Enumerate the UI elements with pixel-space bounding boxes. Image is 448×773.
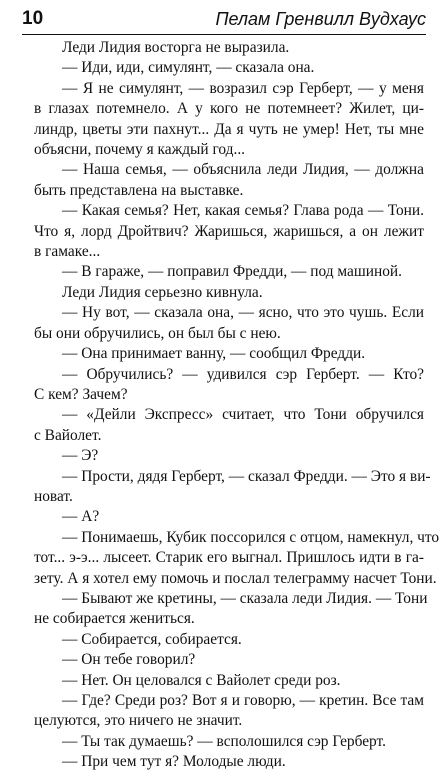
text-line: объясни, почему я каждый год... (34, 141, 246, 159)
text-line: — Ты так думаешь? — всполошился сэр Герберт. (62, 732, 386, 750)
text-line: — Обручились? — удивился сэр Герберт. — Кто? (62, 365, 424, 383)
text-line: — «Дейли Экспресс» считает, что Тони обручился (62, 406, 424, 424)
text-line: — Иди, иди, симулянт, — сказала она. (62, 59, 315, 77)
text-line: бы они обручились, он был бы с нею. (34, 324, 281, 342)
text-line: — Прости, дядя Герберт, — сказал Фредди. — Это я ви- (62, 467, 431, 485)
text-line: — Понимаешь, Кубик поссорился с отцом, намекнул, что (62, 528, 440, 546)
text-line: — Где? Среди роз? Вот я и говорю, — кретин. Все там (62, 692, 424, 709)
text-line: зету. А я хотел ему помочь и послал телеграмму насчет Тони. (34, 569, 437, 587)
text-line: — Ну вот, — сказала она, — ясно, что это чушь. Если (62, 304, 424, 322)
text-line: в глазах потемнело. А у кого не потемнеет? Жилет, ци- (34, 100, 424, 118)
text-line: новат. (34, 487, 73, 505)
text-line: — Собирается, собирается. (62, 630, 242, 648)
text-line: — Я не симулянт, — возразил сэр Герберт, — у меня (62, 79, 424, 97)
text-line: — При чем тут я? Молодые люди. (62, 753, 286, 771)
text-line: С кем? Зачем? (34, 385, 128, 403)
text-line: целуются, это ничего не значит. (34, 712, 243, 730)
text-line: Леди Лидия серьезно кивнула. (62, 283, 263, 301)
text-line: — Бывают же кретины, — сказала леди Лидия. — Тони (62, 589, 428, 607)
text-line: линдр, цветы эти пахнут... Да я чуть не умер! Нет, ты мне (34, 120, 424, 138)
text-line: Что я, лорд Дройтвич? Жаришься, жаришься, а он лежит (34, 222, 424, 240)
text-line: — А? (62, 508, 100, 526)
text-line: — Она принимает ванну, — сообщил Фредди. (62, 345, 366, 363)
text-line: — Он тебе говорил? (62, 651, 196, 669)
text-line: — Наша семья, — объяснила леди Лидия, — должна (62, 161, 424, 179)
text-line: — Нет. Он целовался с Вайолет среди роз. (62, 671, 341, 689)
text-line: с Вайолет. (34, 426, 102, 444)
text-line: — Какая семья? Нет, какая семья? Глава рода — Тони. (62, 202, 424, 220)
page-number: 10 (22, 8, 44, 29)
body-text (34, 38, 440, 773)
running-title: Пелам Гренвилл Вудхаус (215, 9, 426, 29)
text-line: Леди Лидия восторга не выразила. (62, 39, 290, 56)
running-header (22, 6, 426, 35)
text-line: — В гараже, — поправил Фредди, — под машиной. (62, 263, 402, 281)
text-line: в гамаке... (34, 243, 101, 261)
text-line: быть представлена на выставке. (34, 181, 244, 199)
text-line: — Э? (62, 447, 99, 465)
text-line: тот... э-э... лысеет. Старик его выгнал. Пришлось идти в га- (34, 549, 424, 567)
text-line: не собирается жениться. (34, 610, 195, 628)
